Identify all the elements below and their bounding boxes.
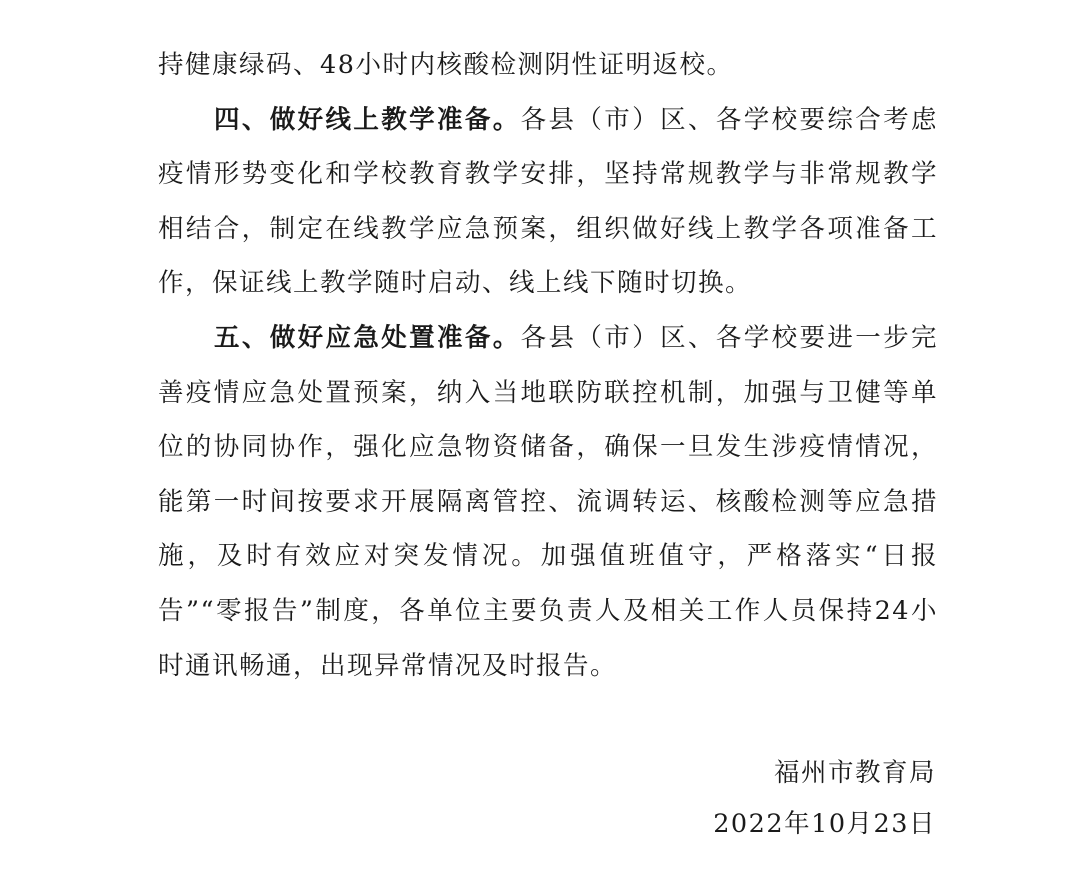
section-5-body: 各县（市）区、各学校要进一步完善疫情应急处置预案，纳入当地联防联控机制，加强与卫健等单位的协同协作，强化应急物资储备，确保一旦发生涉疫情情况，能第一时间按要求开展隔离管控、流调转运、核酸检测等应急措施，及时有效应对突发情况。加强值班值守，严格落实“日报告”“零报告”制度，各单位主要负责人及相关工作人员保持24小时通讯畅通，出现异常情况及时报告。 [158,322,938,681]
document-body [158,38,938,693]
section-4-heading: 四、做好线上教学准备。 [214,104,521,135]
section-5-heading: 五、做好应急处置准备。 [214,322,521,353]
section-5-paragraph [158,311,938,693]
section-4-body: 各县（市）区、各学校要综合考虑疫情形势变化和学校教育教学安排，坚持常规教学与非常规教学相结合，制定在线教学应急预案，组织做好线上教学各项准备工作，保证线上教学随时启动、线上线下随时切换。 [158,104,938,299]
paragraph-continuation: 持健康绿码、48小时内核酸检测阴性证明返校。 [158,50,734,80]
signature-date: 2022年10月23日 [713,809,936,839]
signature-organization: 福州市教育局 [773,758,936,788]
section-4-paragraph [158,93,938,311]
